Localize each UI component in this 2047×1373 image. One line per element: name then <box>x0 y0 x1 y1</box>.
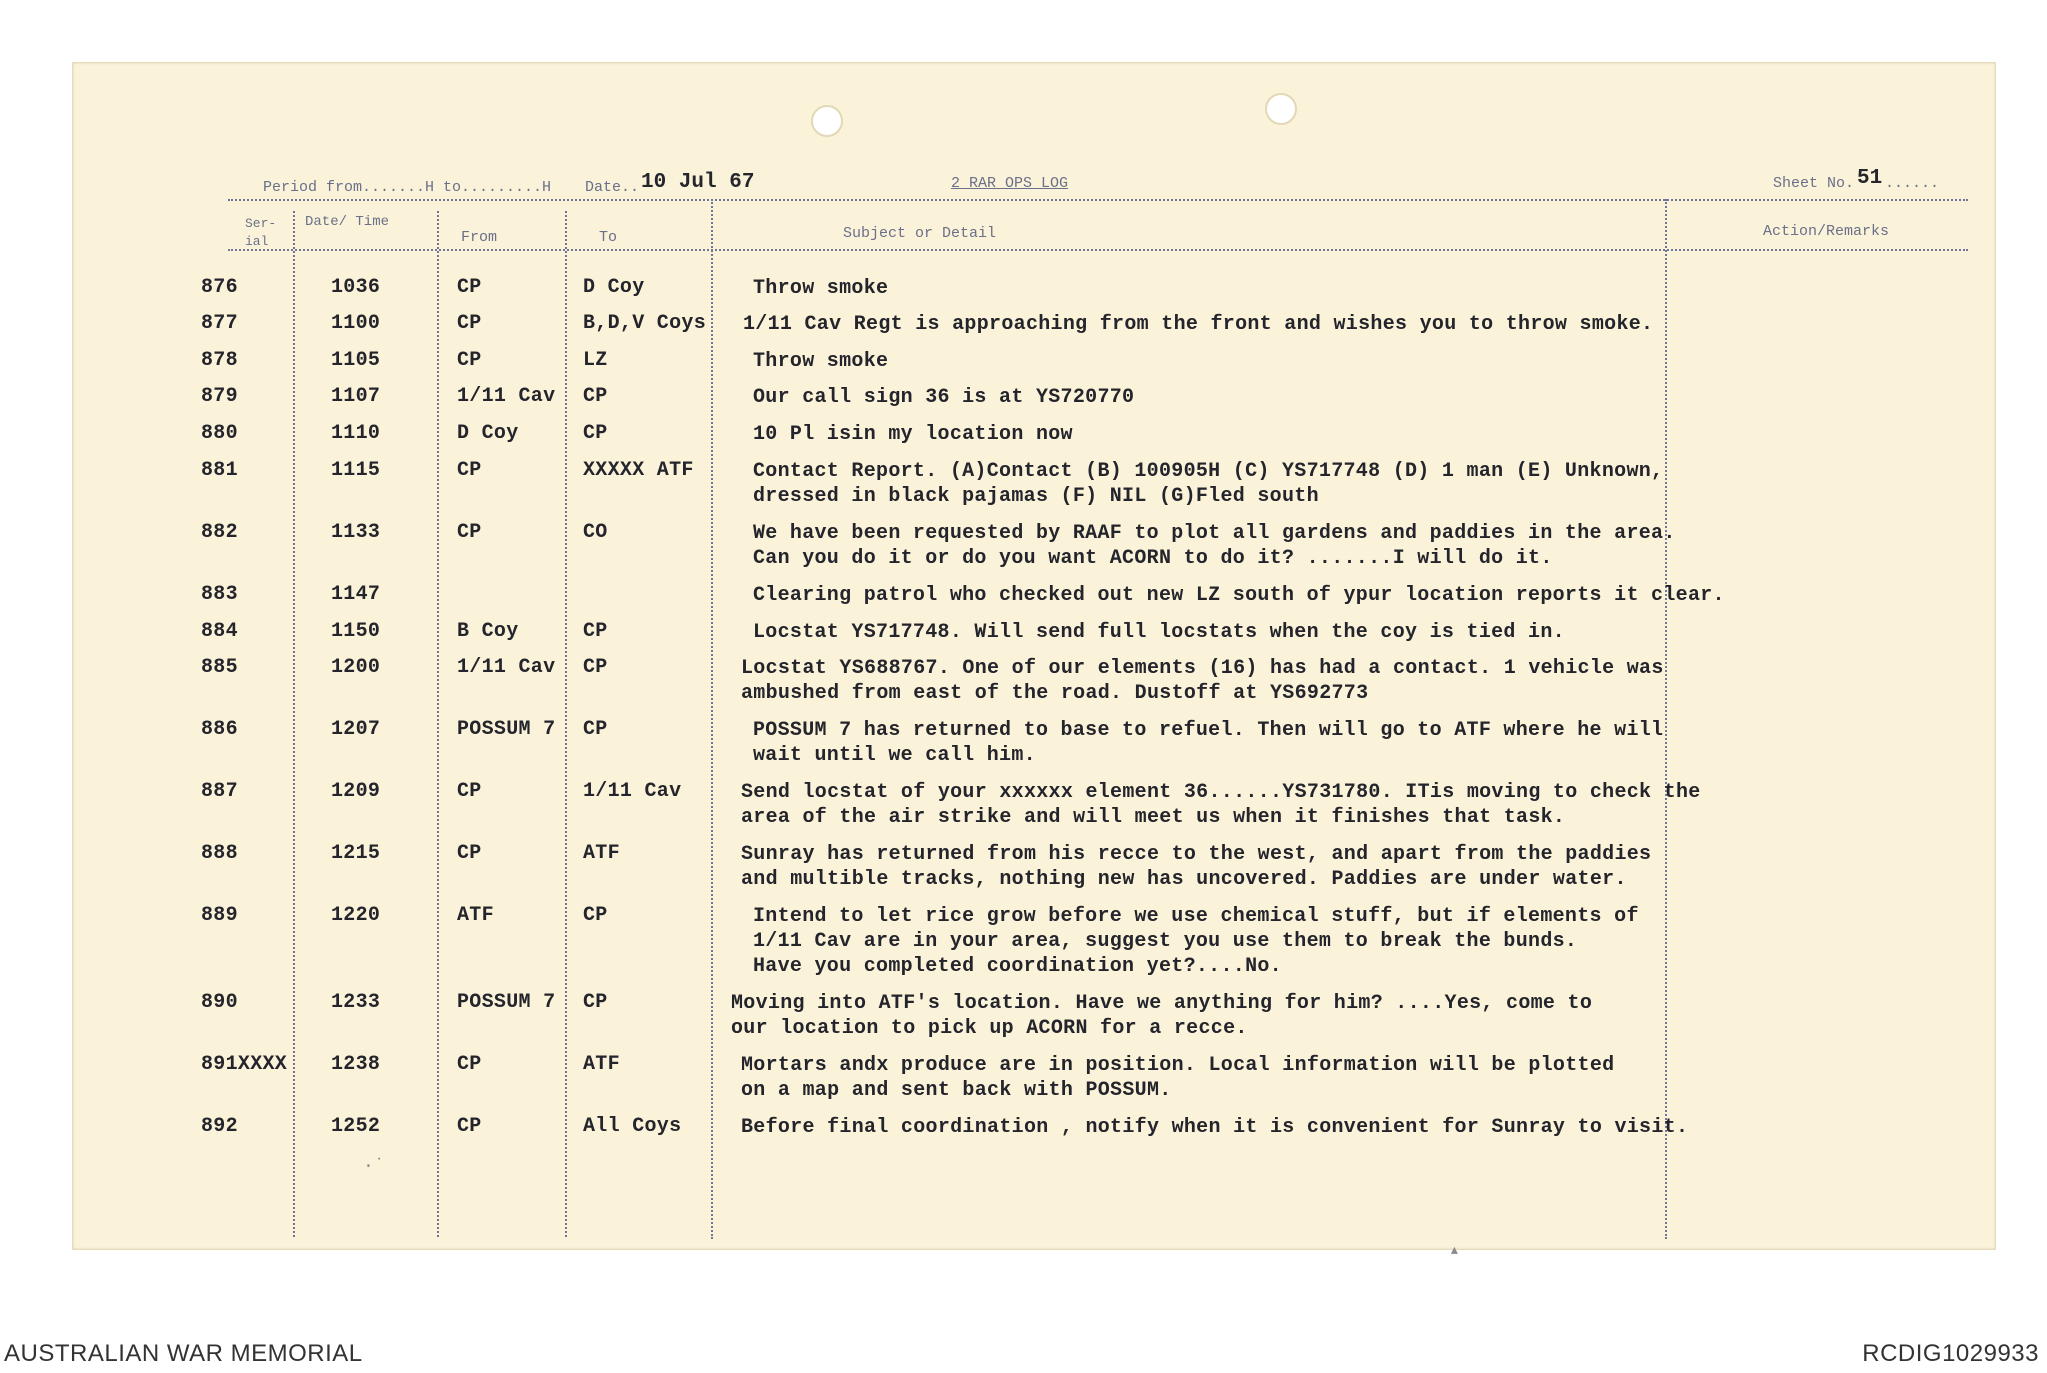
to-cell: ATF <box>583 1053 620 1076</box>
detail-cell: Throw smoke <box>753 350 889 373</box>
time-cell: 1215 <box>331 842 381 865</box>
date-value: 10 Jul 67 <box>641 171 755 194</box>
time-cell: 1233 <box>331 991 381 1014</box>
serial-cell: 884 <box>201 620 238 643</box>
from-cell: B Coy <box>457 620 519 643</box>
to-cell: D Coy <box>583 276 645 299</box>
time-cell: 1105 <box>331 349 381 372</box>
to-cell: CP <box>583 656 608 679</box>
from-cell: CP <box>457 1053 482 1076</box>
from-cell: 1/11 Cav <box>457 385 556 408</box>
to-cell: 1/11 Cav <box>583 780 682 803</box>
catalog-id: RCDIG1029933 <box>1862 1340 2039 1367</box>
time-cell: 1147 <box>331 583 381 606</box>
from-cell: CP <box>457 459 482 482</box>
time-cell: 1209 <box>331 780 381 803</box>
detail-cell: Before final coordination , notify when it is convenient for Sunray to visit. <box>741 1116 1689 1139</box>
to-cell: CP <box>583 904 608 927</box>
from-cell: CP <box>457 842 482 865</box>
serial-cell: 885 <box>201 656 238 679</box>
time-cell: 1252 <box>331 1115 381 1138</box>
serial-cell: 887 <box>201 780 238 803</box>
detail-cell: Locstat YS717748. Will send full locstats when the coy is tied in. <box>753 621 1565 644</box>
header-top-rule <box>228 199 1968 201</box>
from-cell: CP <box>457 276 482 299</box>
from-cell: CP <box>457 521 482 544</box>
detail-cell: POSSUM 7 has returned to base to refuel. Then will go to ATF where he will wait until we call him. <box>753 719 1664 767</box>
detail-cell: Contact Report. (A)Contact (B) 100905H (C) YS717748 (D) 1 man (E) Unknown, dressed in black pajamas (F) NIL (G)Fled south <box>753 460 1664 508</box>
from-cell: POSSUM 7 <box>457 718 556 741</box>
to-cell: LZ <box>583 349 608 372</box>
period-label: Period from.......H to.........H <box>263 179 552 196</box>
pencil-mark: ·˙ <box>363 1157 385 1177</box>
time-cell: 1207 <box>331 718 381 741</box>
serial-cell: 876 <box>201 276 238 299</box>
time-cell: 1110 <box>331 422 381 445</box>
time-cell: 1115 <box>331 459 381 482</box>
serial-cell: 880 <box>201 422 238 445</box>
sheet-label: Sheet No. <box>1773 175 1855 192</box>
column-header-action: Action/Remarks <box>1763 223 1890 240</box>
header-bottom-rule <box>228 249 1968 251</box>
serial-cell: 889 <box>201 904 238 927</box>
from-cell: 1/11 Cav <box>457 656 556 679</box>
detail-cell: Mortars andx produce are in position. Local information will be plotted on a map and sent back with POSSUM. <box>741 1054 1615 1102</box>
time-cell: 1036 <box>331 276 381 299</box>
tear-mark: ▴ <box>1449 1241 1460 1261</box>
column-rule-3 <box>565 211 567 1237</box>
punch-hole-left <box>811 105 843 137</box>
time-cell: 1133 <box>331 521 381 544</box>
serial-cell: 888 <box>201 842 238 865</box>
detail-cell: Throw smoke <box>753 277 889 300</box>
time-cell: 1238 <box>331 1053 381 1076</box>
date-label: Date.. <box>585 179 640 196</box>
punch-hole-right <box>1265 93 1297 125</box>
time-cell: 1200 <box>331 656 381 679</box>
column-rule-2 <box>437 211 439 1237</box>
log-title: 2 RAR OPS LOG <box>951 175 1069 192</box>
column-header-datetime: Date/ Time <box>305 214 390 230</box>
to-cell: CP <box>583 385 608 408</box>
from-cell: CP <box>457 780 482 803</box>
to-cell: B,D,V Coys <box>583 312 707 335</box>
serial-cell: 879 <box>201 385 238 408</box>
to-cell: CP <box>583 991 608 1014</box>
to-cell: CP <box>583 422 608 445</box>
column-header-from: From <box>461 229 498 246</box>
time-cell: 1100 <box>331 312 381 335</box>
from-cell: CP <box>457 349 482 372</box>
column-header-serial: Ser-ial <box>245 216 277 249</box>
serial-cell: 882 <box>201 521 238 544</box>
detail-cell: Intend to let rice grow before we use chemical stuff, but if elements of 1/11 Cav are in your area, suggest you use them to break the bunds. Have you completed coordination yet?....No. <box>753 905 1639 978</box>
from-cell: CP <box>457 312 482 335</box>
serial-cell: 878 <box>201 349 238 372</box>
column-rule-1 <box>293 211 295 1237</box>
detail-cell: Send locstat of your xxxxxx element 36......YS731780. ITis moving to check the area of the air strike and will meet us when it finishes that task. <box>741 781 1701 829</box>
column-rule-5 <box>1665 199 1667 1239</box>
column-rule-4 <box>711 199 713 1239</box>
detail-cell: Moving into ATF's location. Have we anything for him? ....Yes, come to our location to pick up ACORN for a recce. <box>731 992 1593 1040</box>
detail-cell: 10 Pl isin my location now <box>753 423 1073 446</box>
serial-cell: 892 <box>201 1115 238 1138</box>
from-cell: POSSUM 7 <box>457 991 556 1014</box>
sheet-dots: ...... <box>1885 175 1940 192</box>
detail-cell: Our call sign 36 is at YS720770 <box>753 386 1135 409</box>
detail-cell: Clearing patrol who checked out new LZ south of ypur location reports it clear. <box>753 584 1725 607</box>
serial-cell: 877 <box>201 312 238 335</box>
serial-cell: 890 <box>201 991 238 1014</box>
serial-cell: 891XXXX <box>201 1053 288 1076</box>
sheet-value: 51 <box>1857 167 1883 190</box>
from-cell: D Coy <box>457 422 519 445</box>
time-cell: 1150 <box>331 620 381 643</box>
time-cell: 1220 <box>331 904 381 927</box>
detail-cell: 1/11 Cav Regt is approaching from the front and wishes you to throw smoke. <box>743 313 1654 336</box>
column-header-to: To <box>599 229 618 246</box>
to-cell: CP <box>583 718 608 741</box>
institution-watermark: AUSTRALIAN WAR MEMORIAL <box>4 1340 363 1367</box>
from-cell: CP <box>457 1115 482 1138</box>
to-cell: All Coys <box>583 1115 682 1138</box>
detail-cell: We have been requested by RAAF to plot all gardens and paddies in the area. Can you do it or do you want ACORN to do it? .......I will do it. <box>753 522 1676 570</box>
serial-cell: 886 <box>201 718 238 741</box>
to-cell: ATF <box>583 842 620 865</box>
serial-cell: 881 <box>201 459 238 482</box>
to-cell: CP <box>583 620 608 643</box>
to-cell: XXXXX ATF <box>583 459 694 482</box>
detail-cell: Locstat YS688767. One of our elements (16) has had a contact. 1 vehicle was ambushed from east of the road. Dustoff at YS692773 <box>741 657 1664 705</box>
time-cell: 1107 <box>331 385 381 408</box>
log-sheet <box>72 62 1996 1261</box>
to-cell: CO <box>583 521 608 544</box>
column-header-subject: Subject or Detail <box>843 225 997 242</box>
serial-cell: 883 <box>201 583 238 606</box>
from-cell: ATF <box>457 904 494 927</box>
detail-cell: Sunray has returned from his recce to the west, and apart from the paddies and multible tracks, nothing new has uncovered. Paddies are under water. <box>741 843 1652 891</box>
